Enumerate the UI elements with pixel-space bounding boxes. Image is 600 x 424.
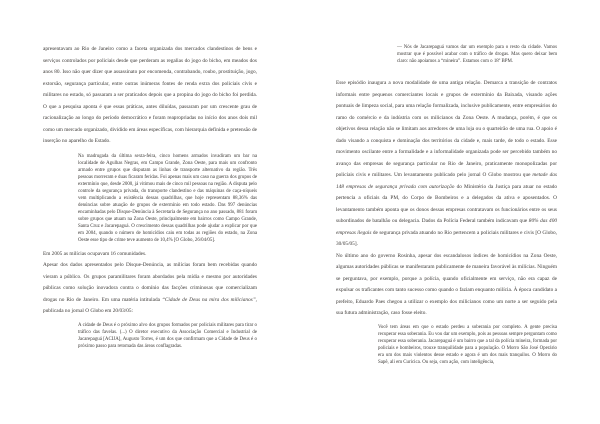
body-paragraph: [43, 260, 257, 318]
text-run: do Ministério da Justiça para atuar no estado pertencia a oficiais da PM, do Corpo de Bombeiros e a delegados da ativa e aposentados. O levantamento também aponta que os donos dessas empresas contratavam os funcionários entre os seus subordinados de batalhão ou delegacia. Dados da Polícia Federal também indicavam que: [336, 183, 557, 224]
emphasized-text-run: “Cidade de Deus na mira dos milicianos”: [161, 296, 256, 303]
text-run: Em 2005 as milícias ocupavam 16 comunidades.: [43, 250, 147, 257]
body-paragraph: [43, 44, 257, 148]
text-run: Esse episódio inaugura a nova modalidade de uma antiga relação. Demarca a transição de contratos informais entre pequenos comerciantes locais e grupos de extermínio da Baixada, visando ações pontuais de limpeza social, para uma relação formalizada, inclusive publicamente, entre empresários do ramo do comércio e da indústria com os milicianos da Zona Oeste. A mudança, porém, é que os objetivos dessa relação não se limitam aos arredores de uma loja ou o quarteirão de uma rua. O apoio é dado visando a conquista e dominação dos territórios da cidade e, mais tarde, de todo o estado. Esse movimento oscilante entre a formalidade e a informalidade organizada pode ser percebido também no avanço das empresas de segurança particular no Rio de Janeiro, praticamente monopolizadas por policiais civis e militares. Um levantamento publicado pelo jornal O Globo mostrou que: [336, 80, 557, 178]
emphasized-text-run: 80% das 400 empresas ilegais: [336, 218, 557, 236]
text-run: Na madrugada da última sexta-feira, cinco homens armados invadiram um bar na localidade de Agulhas Negras, em Campo Grande, Zona Oeste, para mais um confronto armado entre grupos que disputam as linhas de transporte alternativo da região. Três pessoas morreram e duas ficaram feridas. Foi apenas mais um caso na guerra dos grupos de extermínio que, desde 2000, já vitimou mais de cinco mil pessoas na região. A disputa pelo controle da segurança privada, do transporte clandestino e das máquinas de caça-níqueis vem multiplicando a existência dessas quadrilhas, que hoje representam 88,36% das denúncias sobre atuação de grupos de extermínio em todo estado. Das 997 denúncias encaminhadas pelo Disque-Denúncia à Secretaria de Segurança no ano passado, 881 foram sobre grupos que atuam na Zona Oeste, principalmente em bairros como Campo Grande, Santa Cruz e Jacarepaguá. O crescimento dessas quadrilhas pode ajudar a explicar por que em 2004, quando o número de homicídios caiu em todas as regiões do estado, na Zona Oeste esse tipo de crime teve aumento de 10,4% [O Globo, 26/04/05].: [78, 153, 257, 243]
text-run: apresentavam ao Rio de Janeiro como a faceta organizada dos mercados clandestinos de bens e serviços controlados por policiais desde que perderam as regalias do jogo do bicho, em meados dos anos 80. Isso não quer dizer que assassinato por encomenda, contrabando, roubo, prostituição, jogo, extorsão, segurança particular, entre outras inúmeras fontes de renda extra dos policiais civis e militares no estado, só passaram a ser praticados depois que a propina do jogo do bicho foi perdida. O que a pesquisa aponta é que essas práticas, antes diluídas, passaram por um crescente grau de racionalização ao longo do período democrático e foram reapropriadas no início dos anos dois mil como um mercado organizado, dividido em áreas específicas, com hierarquia definida e pretensão de inserção no aparelho do Estado.: [43, 46, 257, 144]
text-run: , publicada no jornal O Globo em 20/03/05:: [43, 296, 257, 314]
emphasized-text-run: metade das 148 empresas de segurança privada com autorização: [336, 172, 557, 190]
text-run: de segurança privada atuando no Rio pertencem a policiais militares e civis [O Globo, 30/05/05].: [336, 229, 557, 247]
block-quote: [78, 322, 257, 350]
block-quote: [78, 153, 257, 244]
page-left: [43, 44, 257, 350]
text-run: — Nós de Jacarepaguá vamos dar um exemplo para o resto da cidade. Vamos mostrar que é possível acabar com o tráfico de drogas. Mas quero deixar bem claro: não apoiamos a “mineira”. Estamos com o 18º BPM.: [397, 45, 557, 64]
page-right: [336, 44, 557, 366]
body-paragraph: [336, 251, 557, 320]
text-run: A cidade de Deus é o próximo alvo dos grupos formados por policiais militares para tirar o tráfico das favelas. (...) O diretor executivo da Associação Comercial e Industrial de Jacarepaguá [ACIJA], Augusto Torres, é um dos que confirmam que a Cidade de Deus é o próximo passo para retomada das áreas conflagradas.: [78, 322, 257, 349]
text-run: Você tem áreas em que o estado perdeu a soberania por completo. A gente precisa recuperar essa soberania. Eu vou dar um exemplo, pois as pessoas sempre perguntam como recuperar essa soberania. Jacarepaguá é um bairro que a tal da polícia mineira, formada por policiais e bombeiros, trouxe tranquilidade para a população. O Morro São José Operário era um dos mais violentos desse estado e agora é um dos mais tranquilos. O Morro do Sapê, ali em Curicica. Ou seja, com ação, com inteligência,: [378, 324, 557, 365]
text-run: Apesar dos dados apresentados pelo Disque-Denúncia, as milícias foram bem recebidas quando vieram a público. Os grupos paramilitares foram abordados pela mídia e mesmo por autoridades públicas como solução inovadora contra o domínio das facções criminosas que comercializam drogas no Rio de Janeiro. Em uma matéria intitulada: [43, 262, 257, 303]
text-run: No último ano do governo Rosinha, apesar dos escandalosos índices de homicídios na Zona Oeste, algumas autoridades públicas se manifestaram publicamente de maneira favorável às milícias. Ninguém se perguntava, por exemplo, porque a polícia, quando oficialmente em serviço, não era capaz de expulsar os traficantes com tanto sucesso como quando o faziam enquanto milícia. À época candidato a prefeito, Eduardo Paes chegou a utilizar o exemplo dos milicianos como um norte a ser seguido pela sua futura administração, caso fosse eleito.: [336, 252, 557, 316]
block-quote: [397, 44, 557, 65]
body-paragraph: [336, 78, 557, 251]
body-paragraph: [43, 249, 257, 261]
block-quote: [378, 324, 557, 366]
